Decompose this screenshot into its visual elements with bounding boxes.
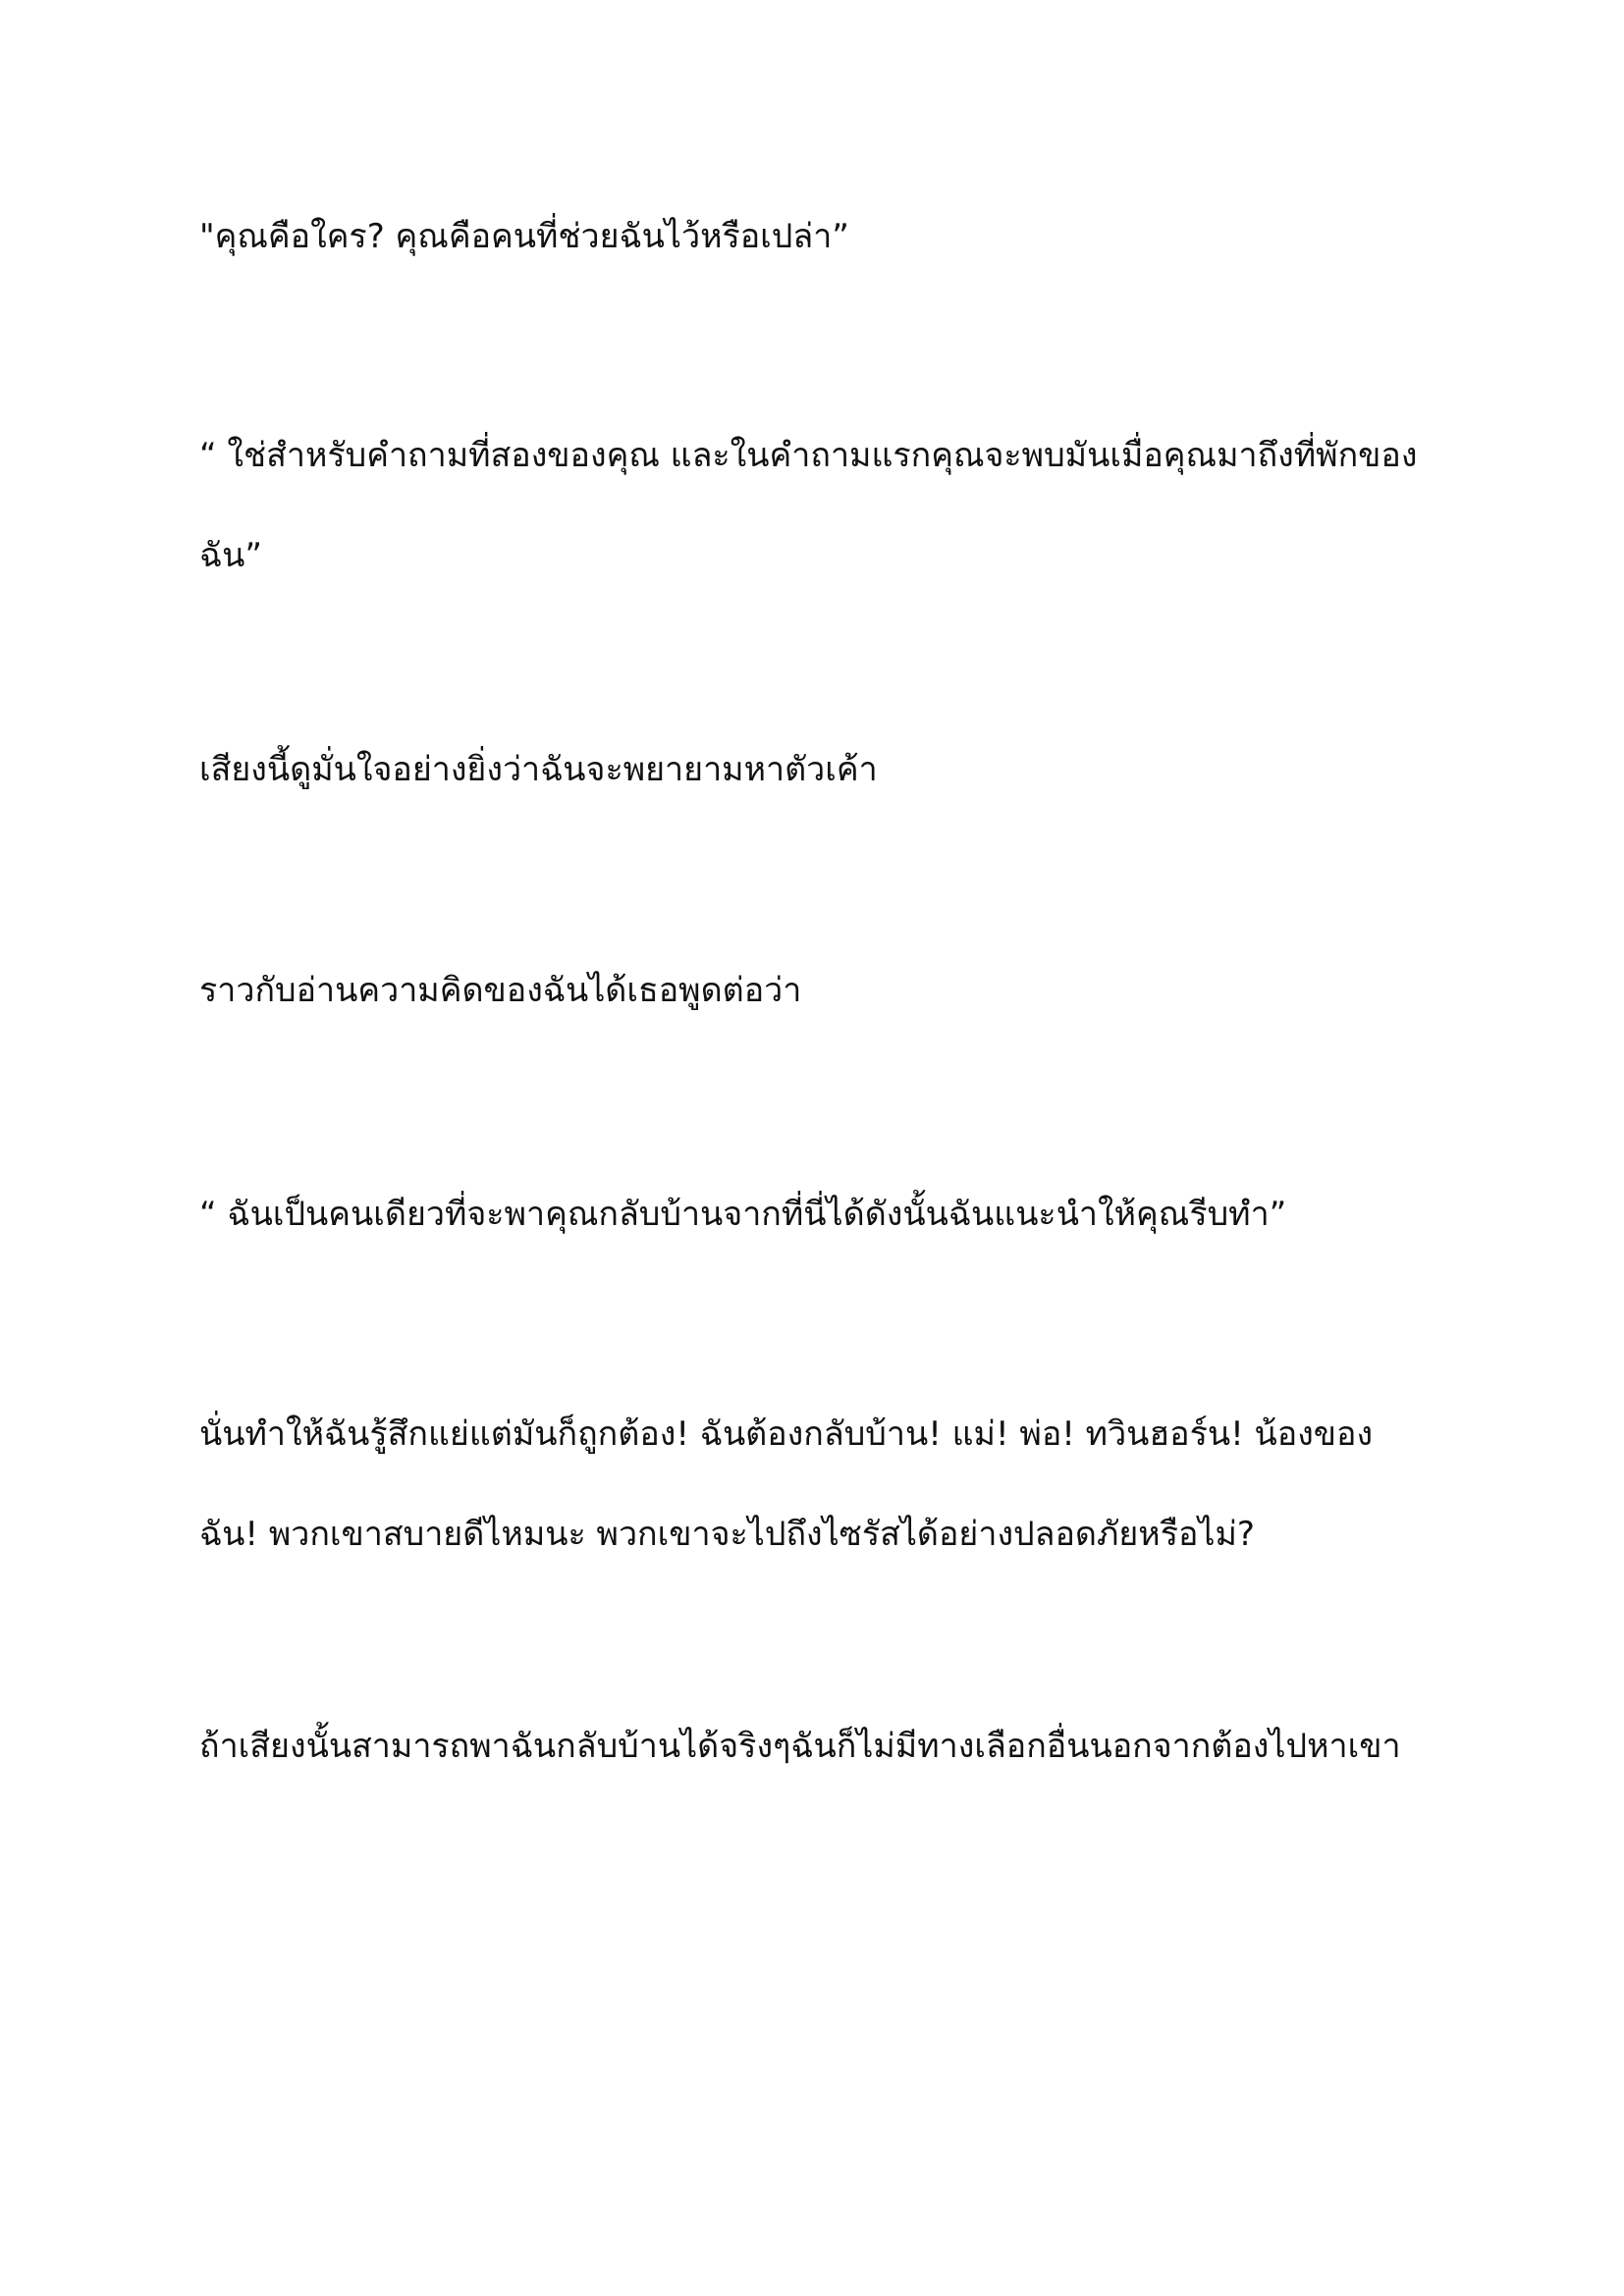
paragraph-2: “ ใช่สำหรับคำถามที่สองของคุณ และในคำถามแรกคุณจะพบมันเมื่อคุณมาถึงที่พักของฉัน” (199, 436, 1418, 575)
paragraph-6: นั่นทำให้ฉันรู้สึกแย่แต่มันก็ถูกต้อง! ฉันต้องกลับบ้าน! แม่! พ่อ! ทวินฮอร์น! น้องของฉัน! พวกเขาสบายดีไหมนะ พวกเขาจะไปถึงไซรัสได้อย่างปลอดภัยหรือไม่? (199, 1415, 1374, 1554)
paragraph-3: เสียงนี้ดูมั่นใจอย่างยิ่งว่าฉันจะพยายามหาตัวเค้า (199, 750, 878, 789)
paragraph-1: "คุณคือใคร? คุณคือคนที่ช่วยฉันไว้หรือเปล่า” (199, 217, 849, 256)
paragraph-4: ราวกับอ่านความคิดของฉันได้เธอพูดต่อว่า (199, 971, 802, 1010)
paragraph-5: “ ฉันเป็นคนเดียวที่จะพาคุณกลับบ้านจากที่นี่ได้ดังนั้นฉันแนะนำให้คุณรีบทำ” (199, 1195, 1287, 1234)
paragraph-7: ถ้าเสียงนั้นสามารถพาฉันกลับบ้านได้จริงๆฉันก็ไม่มีทางเลือกอื่นนอกจากต้องไปหาเขา (199, 1727, 1401, 1766)
